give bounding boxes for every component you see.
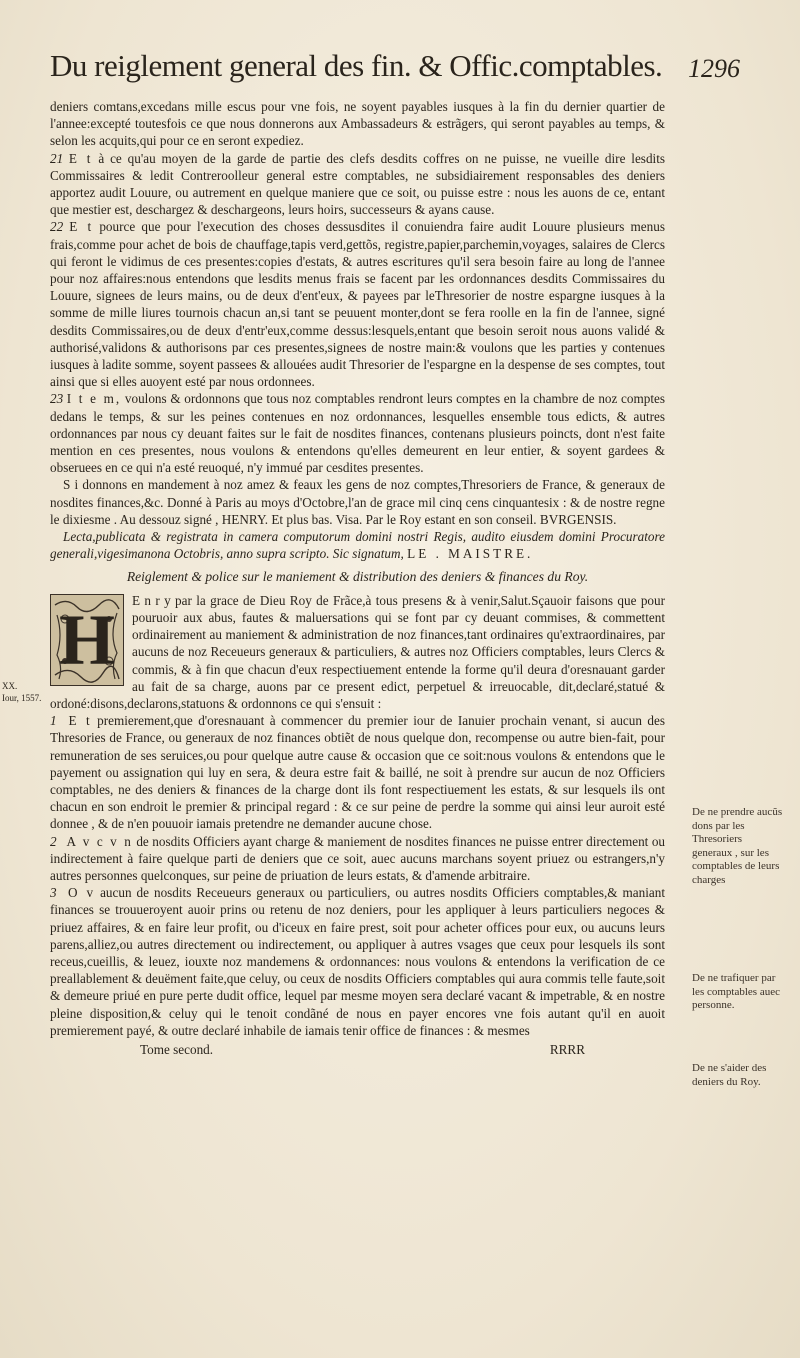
section-heading: Reiglement & police sur le maniement & distribution des deniers & finances du Roy. <box>126 569 589 585</box>
intro-text: E n r y par la grace de Dieu Roy de Frãce,à tous presens & à venir,Salut.Sçauoir faisons que pour pouruoir aux abus, fautes & maluersations qui se font par cy deuant commises, & commettent ordinairement au maniement & administration de noz finances,tant ordinaires qu'extraordinaires, par aucuns de noz Receueurs generaux & particuliers, & autres noz Officiers comptables, leurs Clercs & commis, & à fin que chacun d'eux respectiuement entende la forme qu'il deura d'oresnauant garder au fait de sa charge, auons par ce present edict, perpetuel & irreuocable, dit,declaré,statué & ordoné:disons,declarons,statuons & ordonnons ce qui s'ensuit : <box>50 592 665 711</box>
signature-mark: RRRR <box>549 1041 585 1057</box>
article-3 <box>50 884 665 1039</box>
article-text: aucun de nosdits Receueurs generaux ou particuliers, ou autres nosdits Officiers comptables,& maniant finances se trouueroyent auoir prins ou retenu de noz deniers, pour les appliquer à leurs particuliers negoces & priuez affaires, & en faire leur profit, ou d'iceux en faire prest, soit pour acheter offices pour eux, ou aucuns leurs parens,alliez,ou autres directement ou indirectement, ou appliquer à autres vsages que ceux pour lesquels ils sont receus,cueillis, & leuez, iouxte noz mandemens & ordonnances: nous voulons & entendons la verification de ce preallablement & deuëment faite,que celuy, ou ceux de nosdits Officiers comptables qui aura commis telle faute,soit & demeure priué en pure perte dudit office, lequel par mesme moyen sera declaré vacant & impetrable, & en nostre pleine disposition,& celuy qui le tenoit condãné de nous en payer encores vne fois autant qu'il en auoit premierement payé, & outre declaré inhabile de iamais tenir office de finances : & mesmes <box>50 885 666 1038</box>
registration-text: Lecta,publicata & registrata in camera computorum domini nostri Regis, audito eiusdem domini Procuratore generali,vigesimanona Octobris, anno supra scripto. Sic signatum, <box>50 529 665 562</box>
margin-date <box>2 680 46 704</box>
volume-label: Tome second. <box>140 1041 214 1057</box>
page-footer <box>50 1041 665 1058</box>
article-2 <box>50 833 665 885</box>
article-lead: E t <box>68 150 93 166</box>
article-text: voulons & ordonnons que tous noz comptables rendront leurs comptes en la chambre de noz comptes dedans le temps, & sur les peines contenues en noz ordonnances, lesquelles ensemble tous edicts, & autres ordonnances par nous cy deuant faites sur le fait de nosdites finances, contenans plusieurs poincts, dont n'est faite mention en ces presentes, nous voulons & entendons qu'elles demeurent en leur entier, & soyent gardees & obseruees en ce qui n'a esté reuoqué, n'y immué par cesdites presentes. <box>50 391 665 476</box>
margin-note-3: De ne s'aider des deniers du Roy. <box>692 1062 767 1088</box>
article-22 <box>50 218 665 390</box>
registration-note <box>50 528 665 562</box>
paragraph-continuation: deniers comtans,excedans mille escus pour vne fois, ne soyent payables iusques à la fin du dernier quartier de l'annee:excepté toutesfois ce que nous donnerons aux Ambassadeurs & estrãgers, qui seront payables au temps, & selon les acquits,qui pour ce en seront expediez. <box>50 99 665 149</box>
article-text: de nosdits Officiers ayant charge & maniement de nosdites finances ne puisse entrer directement ou indirectement à faire quelque parti de deniers que ce soit, auec aucuns marchans soyent priuez ou estrangers,n'y autres personnes quelconques, sur peine de priuation de leurs estats, & d'amende arbitraire. <box>50 833 666 883</box>
page-title: Du reiglement general des fin. & Offic.comptables. <box>50 48 663 83</box>
article-lead: O v <box>67 885 96 901</box>
article-number: 23 <box>50 391 64 407</box>
running-head <box>50 48 740 96</box>
article-lead: A v c v n <box>66 833 133 849</box>
ordinance-intro <box>50 592 665 712</box>
article-number: 22 <box>50 219 64 235</box>
main-text <box>50 98 665 1058</box>
article-text: à ce qu'au moyen de la garde de partie des clefs desdits coffres on ne puisse, ne vueille dire lesdits Commissaires & ledit Contreroolleur general estre comptables, ne subsidiairement responsables des deniers apportez audit Louure, ou autrement en quelque maniere que ce soit, ou puisse estre : nous les auons de ce, entant que mestier est, deschargez & deschargeons, leurs hoirs, successeurs & ayans cause. <box>50 150 665 218</box>
article-lead: E t <box>69 219 94 235</box>
article-number: 1 <box>50 713 57 729</box>
article-21 <box>50 150 665 219</box>
margin-note-1: De ne prendre aucũs dons par les Thresoriers generaux , sur les comptables de leurs charges <box>692 806 783 886</box>
ornamental-initial <box>50 594 124 686</box>
article-number: 21 <box>50 150 64 166</box>
folio-number: 1296 <box>688 54 740 83</box>
article-lead: E t <box>68 713 92 729</box>
margin-note-2: De ne trafiquer par les comptables auec personne. <box>692 972 780 1011</box>
article-number: 2 <box>50 833 57 849</box>
article-lead: I t e m, <box>66 391 122 407</box>
article-text: pource que pour l'execution des choses dessusdites il conuiendra faire audit Louure plusieurs menus frais,comme pour achet de bois de chauffage,tapis verd,gettõs, registre,papier,parchemin,voyages, salaires de Clercs qui feront le vidimus de ces presentes:copies d'estats, & autres escritures qu'il sera besoin faire au long de l'annee pour noz affaires:nous entendons que lesdits menus frais se facent par les ordonnances desdits Commissaires du Louure, signees de leurs mains, ou de deux d'ent'eux, & payees par leThresorier de nostre espargne iusques à la somme de mille liures tournois chacun an,si tant se peuuent monter,dont se fera roolle en la fin de l'annee, signé desdits Commissaires,ou de deux d'entr'eux,comme dessus:lesquels,entant que besoin seroit nous auons validé & authorisé,validons & authorisons par ces presentes,signees de nostre main:& voulons que les parties y contenues iusques à ladite somme, soyent passees & allouées audit Thresorier de l'espargne en la despense de ses comptes, tout ainsi que si elles auoyent esté par nous ordonnees. <box>50 219 665 390</box>
article-number: 3 <box>50 885 57 901</box>
article-1 <box>50 712 665 832</box>
margin-date-line1: XX. <box>2 681 18 691</box>
margin-date-line2: Iour, 1557. <box>2 693 42 703</box>
mandement-paragraph: S i donnons en mandement à noz amez & feaux les gens de noz comptes,Thresoriers de France, & generaux de nosdites finances,&c. Donné à Paris au moys d'Octobre,l'an de grace mil cinq cens cinquantesix : & de nostre regne le dixiesme . Au dessouz signé , HENRY. Et plus bas. Visa. Par le Roy estant en son conseil. BVRGENSIS. <box>50 477 665 527</box>
initial-letter: H <box>58 599 115 680</box>
article-text: premierement,que d'oresnauant à commencer du premier iour de Ianuier prochain venant, si aucun des Thresories de France, ou generaux de noz finances obtiẽt de nous quelque don, recompense ou autre bien-fait, pour remuneration de ses seruices,ou pour quelque autre cause & occasion que ce soit:nous voulons & entendons que le payement ou assignation qui luy en sera, & deura estre fait & baillé, ne soit à prendre sur aucun de noz Officiers comptables, ne des deniers & finances de la charge dont ils font respectiuement les estats, & sur lesquels ils ont chacun en son endroit le premier & principal regard : & ce sur peine de perdre la somme qui ainsi leur auroit esté donnee , & de n'en pouuoir iamais pretendre ne demander aucune chose. <box>50 713 666 832</box>
registration-signature: LE . MAISTRE. <box>407 546 534 562</box>
article-23 <box>50 390 665 476</box>
